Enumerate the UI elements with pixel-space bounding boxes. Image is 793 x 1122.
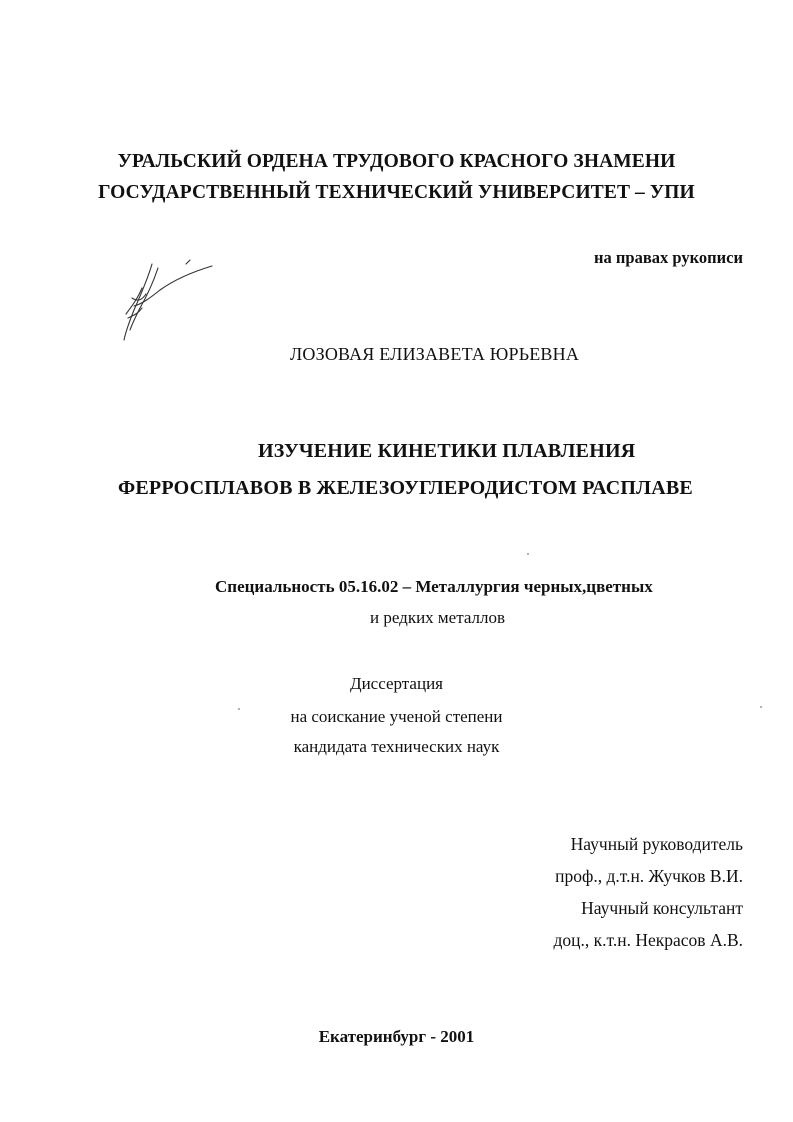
- consultant-label: Научный консультант: [581, 898, 743, 918]
- author-name: ЛОЗОВАЯ ЕЛИЗАВЕТА ЮРЬЕВНА: [290, 344, 580, 364]
- dissertation-degree-line-1: на соискание ученой степени: [290, 707, 503, 726]
- scan-speck: [527, 553, 529, 555]
- university-name-line-1: УРАЛЬСКИЙ ОРДЕНА ТРУДОВОГО КРАСНОГО ЗНАМЕНИ: [117, 151, 676, 172]
- scan-speck: [760, 706, 762, 708]
- manuscript-note: на правах рукописи: [594, 248, 743, 267]
- supervisor-label: Научный руководитель: [570, 834, 743, 854]
- consultant-name: доц., к.т.н. Некрасов А.В.: [553, 930, 743, 950]
- specialty-line-1: Специальность 05.16.02 – Металлургия черных,цветных: [215, 577, 653, 596]
- supervisor-name: проф., д.т.н. Жучков В.И.: [555, 866, 743, 886]
- dissertation-label: Диссертация: [349, 674, 443, 693]
- thesis-title-line-1: ИЗУЧЕНИЕ КИНЕТИКИ ПЛАВЛЕНИЯ: [258, 440, 636, 462]
- city-year: Екатеринбург - 2001: [318, 1027, 475, 1046]
- specialty-line-2: и редких металлов: [370, 608, 506, 627]
- dissertation-degree-line-2: кандидата технических наук: [293, 737, 500, 756]
- thesis-title-line-2: ФЕРРОСПЛАВОВ В ЖЕЛЕЗОУГЛЕРОДИСТОМ РАСПЛАВЕ: [118, 477, 693, 499]
- handwritten-signature: [112, 258, 222, 348]
- university-name-line-2: ГОСУДАРСТВЕННЫЙ ТЕХНИЧЕСКИЙ УНИВЕРСИТЕТ – УПИ: [98, 182, 695, 203]
- scan-speck: [238, 708, 240, 710]
